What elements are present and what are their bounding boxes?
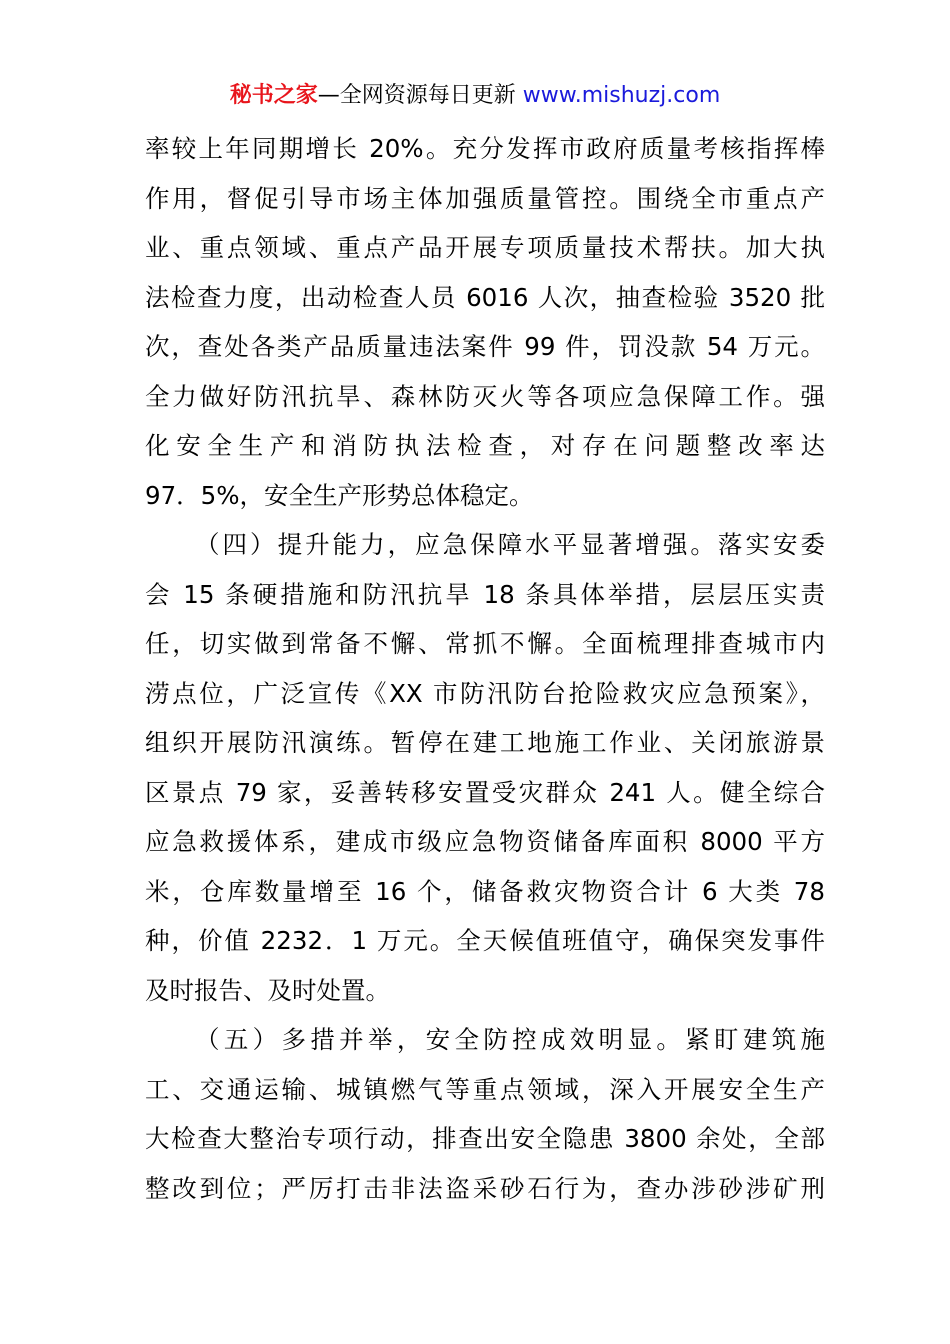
text-line: 整改到位；严厉打击非法盗采砂石行为，查办涉砂涉矿刑 xyxy=(145,1173,825,1203)
text-line: 全力做好防汛抗旱、森林防灭火等各项应急保障工作。强 xyxy=(145,381,825,411)
text-line: 会 15 条硬措施和防汛抗旱 18 条具体举措，层层压实责 xyxy=(145,579,825,609)
text-line: 业、重点领域、重点产品开展专项质量技术帮扶。加大执 xyxy=(145,233,825,262)
text-line: 应急救援体系，建成市级应急物资储备库面积 8000 平方 xyxy=(145,827,825,856)
text-line: 工、交通运输、城镇燃气等重点领域，深入开展安全生产 xyxy=(145,1074,825,1104)
section-heading-line: （四）提升能力，应急保障水平显著增强。落实安委 xyxy=(195,530,825,559)
text-line: 米，仓库数量增至 16 个，储备救灾物资合计 6 大类 78 xyxy=(145,876,825,906)
text-line: 率较上年同期增长 20%。充分发挥市政府质量考核指挥棒 xyxy=(145,134,825,163)
text-line: 任，切实做到常备不懈、常抓不懈。全面梳理排查城市内 xyxy=(145,629,825,658)
text-line: 次，查处各类产品质量违法案件 99 件，罚没款 54 万元。 xyxy=(145,332,825,361)
text-line: 法检查力度，出动检查人员 6016 人次，抽查检验 3520 批 xyxy=(145,282,825,312)
text-line: 97．5%，安全生产形势总体稳定。 xyxy=(145,480,534,510)
text-line: 区景点 79 家，妥善转移安置受灾群众 241 人。健全综合 xyxy=(145,777,825,807)
text-line: 作用，督促引导市场主体加强质量管控。围绕全市重点产 xyxy=(145,183,825,213)
text-line: 种，价值 2232．1 万元。全天候值班值守，确保突发事件 xyxy=(145,926,825,955)
text-line: 大检查大整治专项行动，排查出安全隐患 3800 余处，全部 xyxy=(145,1124,825,1153)
text-line: 涝点位，广泛宣传《XX 市防汛防台抢险救灾应急预案》， xyxy=(145,678,825,708)
text-line: 化安全生产和消防执法检查，对存在问题整改率达 xyxy=(145,431,825,460)
header-tagline: —全网资源每日更新 xyxy=(317,83,523,108)
header-brand: 秘书之家 xyxy=(229,83,318,108)
header-site-url[interactable]: www.mishuzj.com xyxy=(522,83,721,108)
section-heading-line: （五）多措并举，安全防控成效明显。紧盯建筑施 xyxy=(195,1025,825,1054)
document-body xyxy=(145,124,825,1213)
text-line: 及时报告、及时处置。 xyxy=(145,975,390,1005)
page-header xyxy=(0,80,950,112)
text-line: 组织开展防汛演练。暂停在建工地施工作业、关闭旅游景 xyxy=(145,728,825,757)
